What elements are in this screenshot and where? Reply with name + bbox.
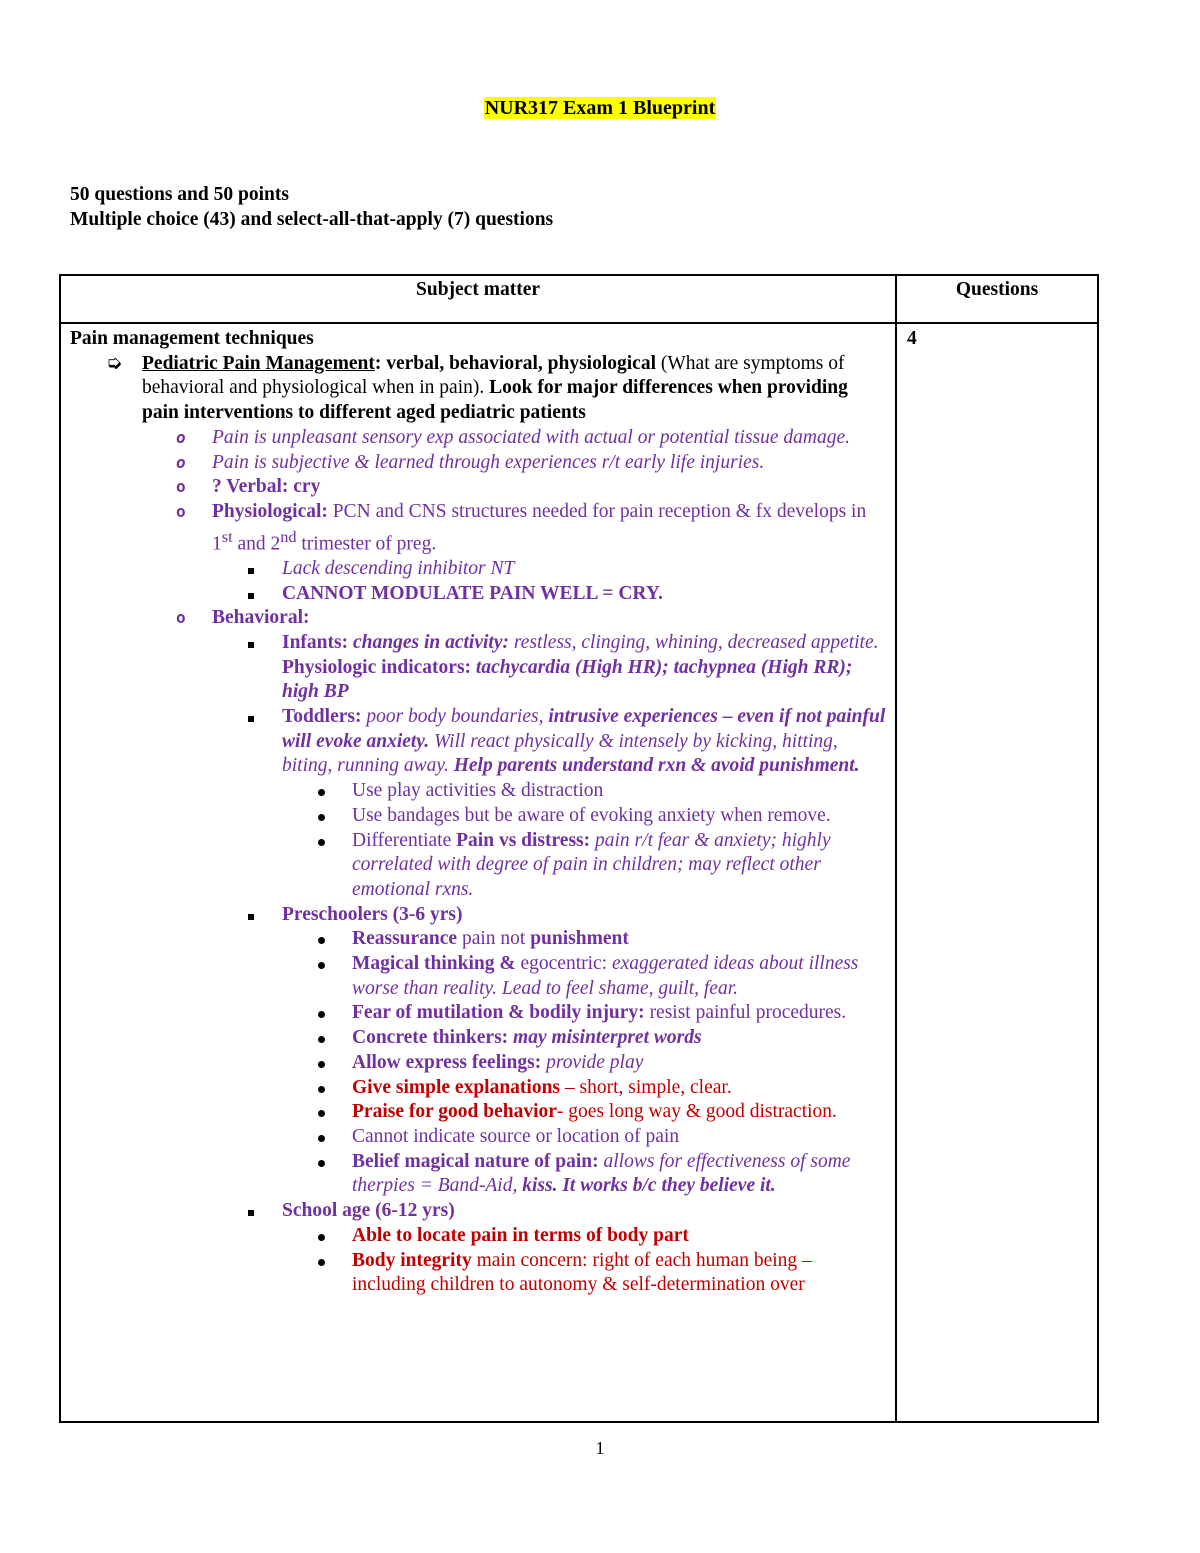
list-item: School age (6-12 yrs)	[70, 1199, 889, 1224]
circle-bullet-icon: o	[176, 452, 186, 472]
dot-bullet-icon	[318, 814, 325, 821]
list-item: ➭ Pediatric Pain Management: verbal, behavioral, physiological (What are symptoms of behavioral and physiological when in pain). Look for major differences when providing pain interventions to different aged pediatric patients	[70, 352, 889, 426]
list-item: o ? Verbal: cry	[70, 475, 889, 500]
subject-matter-header: Subject matter	[60, 275, 896, 323]
section-heading: Pain management techniques	[70, 328, 314, 349]
list-item: Fear of mutilation & bodily injury: resist painful procedures.	[70, 1001, 889, 1026]
dot-bullet-icon	[318, 1234, 325, 1241]
dot-bullet-icon	[318, 1160, 325, 1167]
question-types-line: Multiple choice (43) and select-all-that-apply (7) questions	[70, 209, 554, 230]
list-item: o Behavioral:	[70, 606, 889, 631]
square-bullet-icon	[248, 568, 254, 574]
dot-bullet-icon	[318, 1061, 325, 1068]
dot-bullet-icon	[318, 1259, 325, 1266]
circle-bullet-icon: o	[176, 477, 186, 497]
square-bullet-icon	[248, 1210, 254, 1216]
blueprint-table	[59, 274, 1099, 1423]
dot-bullet-icon	[318, 937, 325, 944]
list-item: Reassurance pain not punishment	[70, 927, 889, 952]
dot-bullet-icon	[318, 789, 325, 796]
square-bullet-icon	[248, 642, 254, 648]
list-item: Preschoolers (3-6 yrs)	[70, 903, 889, 928]
bullet-icon: ➭	[106, 352, 123, 374]
dot-bullet-icon	[318, 839, 325, 846]
list-item: o Physiological: PCN and CNS structures needed for pain reception & fx develops in 1st and 2nd trimester of preg.	[70, 500, 889, 557]
square-bullet-icon	[248, 716, 254, 722]
dot-bullet-icon	[318, 1135, 325, 1142]
list-item: Use play activities & distraction	[70, 779, 889, 804]
list-item: Give simple explanations – short, simple, clear.	[70, 1076, 889, 1101]
list-item: Body integrity main concern: right of each human being – including children to autonomy & self-determination over	[70, 1249, 889, 1298]
table-row	[60, 323, 1098, 1422]
list-item: Infants: changes in activity: restless, clinging, whining, decreased appetite. Physiologic indicators: tachycardia (High HR); tachypnea (High RR); high BP	[70, 631, 889, 705]
document-title: NUR317 Exam 1 Blueprint	[484, 97, 716, 119]
list-item: Use bandages but be aware of evoking anxiety when remove.	[70, 804, 889, 829]
list-item: Toddlers: poor body boundaries, intrusive experiences – even if not painful will evoke anxiety. Will react physically & intensely by kicking, hitting, biting, running away. Help parents understand rxn & avoid punishment.	[70, 705, 889, 779]
list-item: Belief magical nature of pain: allows for effectiveness of some therpies = Band-Aid, kiss. It works b/c they believe it.	[70, 1150, 889, 1199]
questions-header: Questions	[896, 275, 1098, 323]
square-bullet-icon	[248, 914, 254, 920]
circle-bullet-icon: o	[176, 608, 186, 628]
circle-bullet-icon: o	[176, 427, 186, 447]
circle-bullet-icon: o	[176, 501, 186, 521]
list-item: Magical thinking & egocentric: exaggerated ideas about illness worse than reality. Lead to feel shame, guilt, fear.	[70, 952, 889, 1001]
list-item: Able to locate pain in terms of body part	[70, 1224, 889, 1249]
question-count-line: 50 questions and 50 points	[70, 184, 289, 205]
list-item: CANNOT MODULATE PAIN WELL = CRY.	[70, 582, 889, 607]
subject-cell	[60, 323, 896, 1422]
dot-bullet-icon	[318, 1011, 325, 1018]
dot-bullet-icon	[318, 1086, 325, 1093]
questions-cell: 4	[896, 323, 1098, 1422]
square-bullet-icon	[248, 593, 254, 599]
list-item: o Pain is subjective & learned through experiences r/t early life injuries.	[70, 451, 889, 476]
dot-bullet-icon	[318, 1110, 325, 1117]
list-item: Differentiate Pain vs distress: pain r/t fear & anxiety; highly correlated with degree of pain in children; may reflect other emotional rxns.	[70, 829, 889, 903]
list-item: Concrete thinkers: may misinterpret words	[70, 1026, 889, 1051]
dot-bullet-icon	[318, 1036, 325, 1043]
list-item: Lack descending inhibitor NT	[70, 557, 889, 582]
table-header-row	[60, 275, 1098, 323]
list-item: Cannot indicate source or location of pain	[70, 1125, 889, 1150]
list-item: Praise for good behavior- goes long way & good distraction.	[70, 1100, 889, 1125]
exam-summary	[70, 183, 553, 233]
list-item: Allow express feelings: provide play	[70, 1051, 889, 1076]
list-item: o Pain is unpleasant sensory exp associated with actual or potential tissue damage.	[70, 426, 889, 451]
page-number: 1	[595, 1438, 605, 1458]
dot-bullet-icon	[318, 962, 325, 969]
